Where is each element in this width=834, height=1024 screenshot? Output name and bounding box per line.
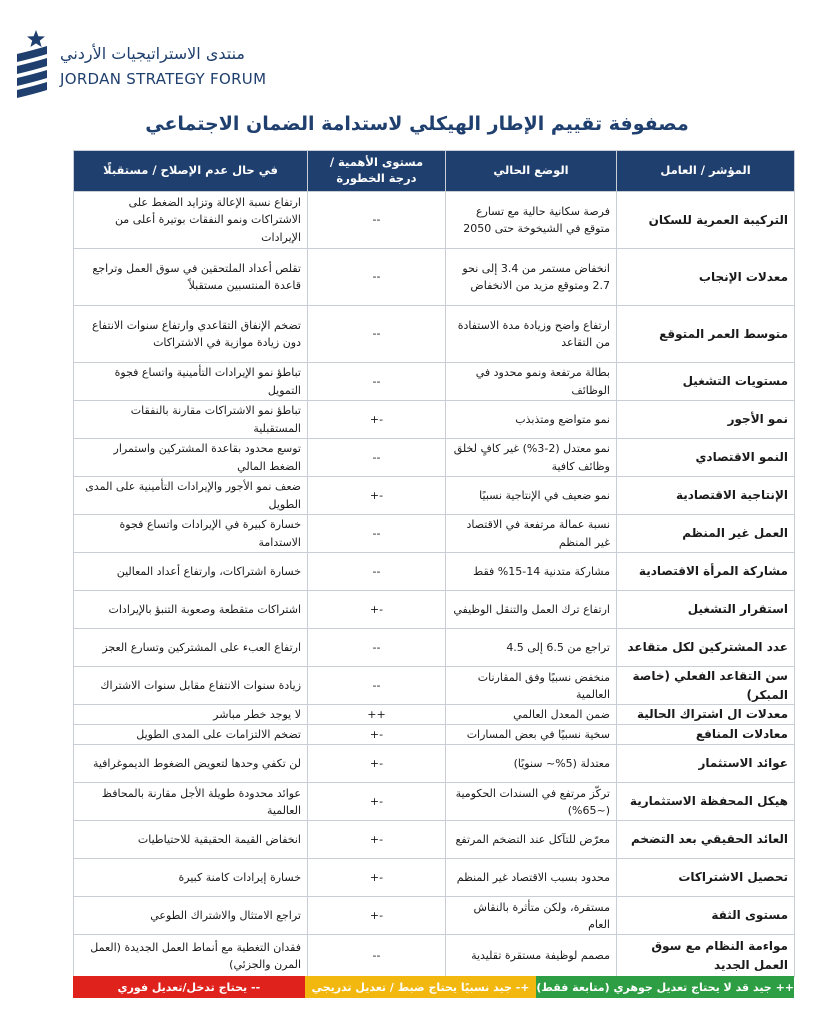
table-row	[74, 897, 795, 935]
rating-cell: +-	[308, 897, 446, 935]
legend-yellow: +- جيد نسبيًا يحتاج ضبط / تعديل تدريجي	[305, 976, 537, 998]
legend-green: ++ جيد قد لا يحتاج تعديل جوهري (متابعة فقط)	[536, 976, 794, 998]
indicator-cell: تحصيل الاشتراكات	[617, 859, 795, 897]
indicator-cell: الإنتاجية الاقتصادية	[617, 477, 795, 515]
indicator-cell: مستوى الثقة	[617, 897, 795, 935]
risk-cell: ضعف نمو الأجور والإيرادات التأمينية على المدى الطويل	[74, 477, 308, 515]
status-cell: بطالة مرتفعة ونمو محدود في الوظائف	[446, 363, 617, 401]
status-cell: نمو متواضع ومتذبذب	[446, 401, 617, 439]
rating-cell: --	[308, 629, 446, 667]
risk-cell: خسارة إيرادات كامنة كبيرة	[74, 859, 308, 897]
indicator-cell: النمو الاقتصادي	[617, 439, 795, 477]
risk-cell: فقدان التغطية مع أنماط العمل الجديدة (العمل المرن والجزئي)	[74, 935, 308, 977]
status-cell: فرصة سكانية حالية مع تسارع متوقع في الشيخوخة حتى 2050	[446, 192, 617, 249]
header-status: الوضع الحالي	[446, 151, 617, 192]
risk-cell: لا يوجد خطر مباشر	[74, 705, 308, 725]
rating-cell: +-	[308, 859, 446, 897]
table-row	[74, 439, 795, 477]
indicator-cell: نمو الأجور	[617, 401, 795, 439]
status-cell: ارتفاع ترك العمل والتنقل الوظيفي	[446, 591, 617, 629]
risk-cell: انخفاض القيمة الحقيقية للاحتياطيات	[74, 821, 308, 859]
status-cell: سخية نسبيًا في بعض المسارات	[446, 725, 617, 745]
table-row	[74, 821, 795, 859]
risk-cell: عوائد محدودة طويلة الأجل مقارنة بالمحافظ العالمية	[74, 783, 308, 821]
table-row	[74, 515, 795, 553]
risk-cell: زيادة سنوات الانتفاع مقابل سنوات الاشتراك	[74, 667, 308, 705]
status-cell: معرّض للتآكل عند التضخم المرتفع	[446, 821, 617, 859]
table-row	[74, 705, 795, 725]
table-row	[74, 629, 795, 667]
rating-cell: --	[308, 553, 446, 591]
status-cell: معتدلة (5%~ سنويًا)	[446, 745, 617, 783]
status-cell: تراجع من 6.5 إلى 4.5	[446, 629, 617, 667]
status-cell: ارتفاع واضح وزيادة مدة الاستفادة من التقاعد	[446, 306, 617, 363]
indicator-cell: عوائد الاستثمار	[617, 745, 795, 783]
rating-cell: --	[308, 667, 446, 705]
table-row	[74, 363, 795, 401]
indicator-cell: التركيبة العمرية للسكان	[617, 192, 795, 249]
risk-cell: ارتفاع نسبة الإعالة وتزايد الضغط على الاشتراكات ونمو النفقات بوتيرة أعلى من الإيرادات	[74, 192, 308, 249]
header-indicator: المؤشر / العامل	[617, 151, 795, 192]
risk-cell: تضخم الإنفاق التقاعدي وارتفاع سنوات الانتفاع دون زيادة موازية في الاشتراكات	[74, 306, 308, 363]
jsf-logo-icon	[14, 28, 50, 106]
table-row	[74, 667, 795, 705]
rating-cell: +-	[308, 725, 446, 745]
risk-cell: ارتفاع العبء على المشتركين وتسارع العجز	[74, 629, 308, 667]
header-risk: في حال عدم الإصلاح / مستقبلًا	[74, 151, 308, 192]
rating-cell: +-	[308, 783, 446, 821]
indicator-cell: مشاركة المرأة الاقتصادية	[617, 553, 795, 591]
logo-name-en: JORDAN STRATEGY FORUM	[60, 70, 267, 88]
indicator-cell: مستويات التشغيل	[617, 363, 795, 401]
risk-cell: تقلص أعداد الملتحقين في سوق العمل وتراجع قاعدة المنتسبين مستقبلاً	[74, 249, 308, 306]
header-rating: مستوى الأهمية / درجة الخطورة	[308, 151, 446, 192]
table-row	[74, 401, 795, 439]
rating-cell: +-	[308, 401, 446, 439]
legend-red: -- يحتاج تدخل/تعديل فوري	[73, 976, 305, 998]
rating-cell: --	[308, 306, 446, 363]
status-cell: محدود بسبب الاقتصاد غير المنظم	[446, 859, 617, 897]
table-row	[74, 591, 795, 629]
rating-cell: --	[308, 363, 446, 401]
page-title: مصفوفة تقييم الإطار الهيكلي لاستدامة الضمان الاجتماعي	[145, 113, 689, 135]
risk-cell: تراجع الامتثال والاشتراك الطوعي	[74, 897, 308, 935]
risk-cell: تباطؤ نمو الإيرادات التأمينية واتساع فجوة التمويل	[74, 363, 308, 401]
risk-cell: تضخم الالتزامات على المدى الطويل	[74, 725, 308, 745]
indicator-cell: العائد الحقيقي بعد التضخم	[617, 821, 795, 859]
table-row	[74, 249, 795, 306]
rating-cell: --	[308, 249, 446, 306]
rating-cell: --	[308, 439, 446, 477]
table-row	[74, 725, 795, 745]
rating-cell: --	[308, 935, 446, 977]
indicator-cell: سن التقاعد الفعلي (خاصة المبكر)	[617, 667, 795, 705]
table-row	[74, 859, 795, 897]
table-row	[74, 745, 795, 783]
risk-cell: خسارة كبيرة في الإيرادات واتساع فجوة الاستدامة	[74, 515, 308, 553]
header	[14, 28, 314, 108]
status-cell: منخفض نسبيًا وفق المقارنات العالمية	[446, 667, 617, 705]
indicator-cell: استقرار التشغيل	[617, 591, 795, 629]
risk-cell: اشتراكات متقطعة وصعوبة التنبؤ بالإيرادات	[74, 591, 308, 629]
status-cell: مصمم لوظيفة مستقرة تقليدية	[446, 935, 617, 977]
table-row	[74, 935, 795, 977]
risk-cell: لن تكفي وحدها لتعويض الضغوط الديموغرافية	[74, 745, 308, 783]
rating-cell: --	[308, 192, 446, 249]
status-cell: نمو ضعيف في الإنتاجية نسبيًا	[446, 477, 617, 515]
rating-legend	[73, 976, 794, 998]
status-cell: انخفاض مستمر من 3.4 إلى نحو 2.7 ومتوقع مزيد من الانخفاض	[446, 249, 617, 306]
risk-cell: توسع محدود بقاعدة المشتركين واستمرار الضغط المالي	[74, 439, 308, 477]
indicator-cell: معدلات ال اشتراك الحالية	[617, 705, 795, 725]
indicator-cell: متوسط العمر المتوقع	[617, 306, 795, 363]
rating-cell: +-	[308, 821, 446, 859]
table-row	[74, 192, 795, 249]
rating-cell: ++	[308, 705, 446, 725]
table-row	[74, 783, 795, 821]
logo-name-ar: منتدى الاستراتيجيات الأردني	[60, 44, 245, 63]
indicator-cell: معدلات الإنجاب	[617, 249, 795, 306]
indicator-cell: عدد المشتركين لكل متقاعد	[617, 629, 795, 667]
assessment-matrix-table	[73, 150, 795, 977]
risk-cell: تباطؤ نمو الاشتراكات مقارنة بالنفقات المستقبلية	[74, 401, 308, 439]
indicator-cell: هيكل المحفظة الاستثمارية	[617, 783, 795, 821]
status-cell: نمو معتدل (2-3%) غير كافٍ لخلق وظائف كافية	[446, 439, 617, 477]
status-cell: مشاركة متدنية 14-15% فقط	[446, 553, 617, 591]
table-row	[74, 553, 795, 591]
indicator-cell: معادلات المنافع	[617, 725, 795, 745]
status-cell: ضمن المعدل العالمي	[446, 705, 617, 725]
status-cell: مستقرة، ولكن متأثرة بالنقاش العام	[446, 897, 617, 935]
indicator-cell: مواءمة النظام مع سوق العمل الجديد	[617, 935, 795, 977]
table-row	[74, 306, 795, 363]
indicator-cell: العمل غير المنظم	[617, 515, 795, 553]
rating-cell: +-	[308, 591, 446, 629]
status-cell: تركّز مرتفع في السندات الحكومية (~65%)	[446, 783, 617, 821]
status-cell: نسبة عمالة مرتفعة في الاقتصاد غير المنظم	[446, 515, 617, 553]
table-header-row	[74, 151, 795, 192]
rating-cell: +-	[308, 745, 446, 783]
rating-cell: --	[308, 515, 446, 553]
rating-cell: +-	[308, 477, 446, 515]
risk-cell: خسارة اشتراكات، وارتفاع أعداد المعالين	[74, 553, 308, 591]
table-row	[74, 477, 795, 515]
